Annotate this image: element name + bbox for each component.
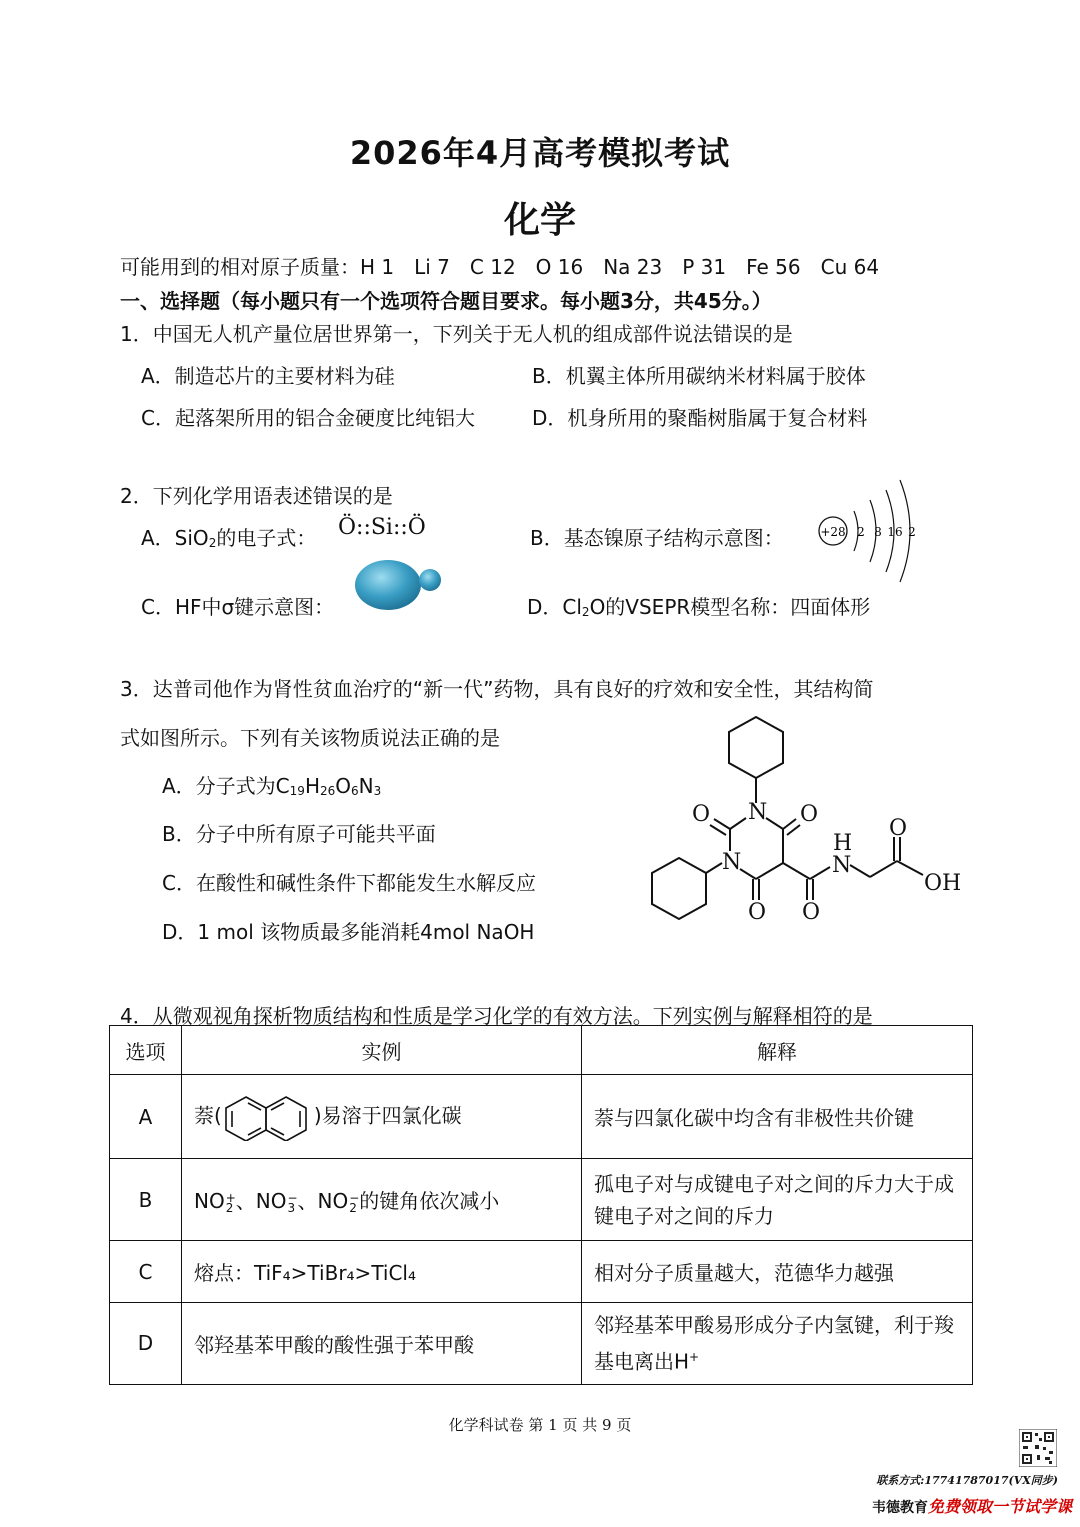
q2-a-label: A．SiO bbox=[141, 526, 209, 550]
bond-c5-amide bbox=[783, 863, 810, 879]
q4-stem: 4．从微观视角探析物质结构和性质是学习化学的有效方法。下列实例与解释相符的是 bbox=[120, 1004, 873, 1028]
row-a-explanation: 萘与四氯化碳中均含有非极性共价键 bbox=[582, 1075, 973, 1159]
atom-o-c6: O bbox=[800, 802, 819, 827]
q2-d-label: D．Cl bbox=[527, 595, 582, 619]
q2-stem: 2．下列化学用语表述错误的是 bbox=[120, 484, 393, 508]
row-b-explanation: 孤电子对与成键电子对之间的斥力大于成键电子对之间的斥力 bbox=[582, 1159, 973, 1241]
no2-plus: NO bbox=[194, 1189, 225, 1213]
atom-oh: OH bbox=[924, 871, 962, 896]
atom-o-c2: O bbox=[692, 802, 711, 827]
q1-option-b: B．机翼主体所用碳纳米材料属于胶体 bbox=[532, 364, 866, 388]
q3-a-label: A．分子式为C bbox=[162, 774, 290, 798]
row-d-option: D bbox=[110, 1303, 182, 1385]
qr-code-icon bbox=[1019, 1429, 1057, 1467]
table-row bbox=[110, 1075, 973, 1159]
c6-carbonyl-a bbox=[783, 819, 796, 829]
q1-option-c: C．起落架所用的铝合金硬度比纯铝大 bbox=[141, 406, 475, 430]
nickel-atom-structure-diagram bbox=[812, 478, 922, 588]
atom-o-c4: O bbox=[748, 900, 767, 925]
q2-option-b: B．基态镍原子结构示意图： bbox=[530, 526, 784, 550]
q3-a-c-count: 19 bbox=[289, 784, 305, 798]
q3-a-n-count: 3 bbox=[373, 784, 382, 798]
q2-a-sub: 2 bbox=[208, 536, 217, 550]
no2-minus-sub: 2 bbox=[349, 1200, 357, 1215]
promo-text: 免费领取一节试学课 bbox=[927, 1497, 1072, 1516]
c6-carbonyl-b bbox=[787, 825, 800, 835]
q1-option-d: D．机身所用的聚酯树脂属于复合材料 bbox=[532, 406, 868, 430]
q1-option-a: A．制造芯片的主要材料为硅 bbox=[141, 364, 395, 388]
bond-nh-ch2 bbox=[850, 865, 870, 877]
sep-2: 、 bbox=[297, 1189, 318, 1213]
q1-stem: 1．中国无人机产量位居世界第一，下列关于无人机的组成部件说法错误的是 bbox=[120, 322, 793, 346]
table-header-row bbox=[110, 1026, 973, 1075]
table-row bbox=[110, 1241, 973, 1303]
q2-option-d bbox=[527, 591, 870, 620]
top-cyclohexane-ring bbox=[729, 717, 783, 778]
large-lobe bbox=[355, 560, 421, 610]
atom-o-amide: O bbox=[802, 900, 821, 925]
q3-option-c: C．在酸性和碱性条件下都能发生水解反应 bbox=[162, 871, 536, 895]
no2-plus-sup: + bbox=[225, 1190, 236, 1205]
no2-plus-charges bbox=[225, 1190, 236, 1215]
no3-minus-sup: − bbox=[287, 1190, 298, 1205]
row-b-option: B bbox=[110, 1159, 182, 1241]
no2-plus-sub: 2 bbox=[225, 1200, 234, 1215]
q3-a-h-count: 26 bbox=[319, 784, 336, 798]
bond-n1-c6 bbox=[766, 818, 783, 829]
atom-o-acid: O bbox=[889, 816, 908, 841]
exam-title: 2026年4月高考模拟考试 bbox=[349, 134, 731, 172]
row-d-exp-pre: 邻羟基苯甲酸易形成分子内氢键，利于羧基电离出H bbox=[594, 1313, 954, 1374]
row-d-exp-sup: + bbox=[689, 1350, 700, 1364]
header-example: 实例 bbox=[182, 1026, 582, 1075]
row-a-ex-post: )易溶于四氯化碳 bbox=[313, 1103, 462, 1127]
row-d-example: 邻羟基苯甲酸的酸性强于苯甲酸 bbox=[182, 1303, 582, 1385]
row-b-ex-post: 的键角依次减小 bbox=[359, 1189, 500, 1213]
bond-c5-c4 bbox=[756, 863, 783, 879]
shell-3-count: 16 bbox=[887, 525, 903, 539]
page-footer: 化学科试卷 第 1 页 共 9 页 bbox=[448, 1416, 632, 1434]
promo-brand: 韦德教育 bbox=[871, 1500, 928, 1516]
atom-n1: N bbox=[748, 800, 768, 825]
q2-option-a bbox=[141, 522, 316, 551]
q2-d-sub: 2 bbox=[581, 605, 590, 619]
promo-banner bbox=[872, 1494, 1072, 1517]
row-d-explanation bbox=[582, 1303, 973, 1385]
row-a-ex-pre: 萘( bbox=[194, 1103, 222, 1127]
atomic-masses: 可能用到的相对原子质量：H 1 Li 7 C 12 O 16 Na 23 P 31 Fe 56 Cu 64 bbox=[120, 255, 880, 279]
table-row bbox=[110, 1303, 973, 1385]
atom-n3: N bbox=[722, 850, 742, 875]
no3-minus: NO bbox=[255, 1189, 287, 1213]
no2-minus: NO bbox=[317, 1189, 349, 1213]
contact-info: 联系方式:17741787017(VX同步) bbox=[876, 1474, 1058, 1487]
shell-1-count: 2 bbox=[857, 525, 865, 539]
header-option: 选项 bbox=[110, 1026, 182, 1075]
table-row bbox=[110, 1159, 973, 1241]
q3-stem-line1: 3．达普司他作为肾性贫血治疗的“新一代”药物，具有良好的疗效和安全性，其结构简 bbox=[120, 677, 874, 701]
left-cyclohexane-ring bbox=[652, 858, 706, 919]
c2-carbonyl-b bbox=[710, 825, 726, 835]
shell-4-count: 2 bbox=[908, 525, 916, 539]
no2-minus-charges bbox=[349, 1190, 360, 1215]
bond-amide-nh bbox=[810, 867, 830, 879]
q2-a-rest: 的电子式： bbox=[216, 526, 317, 550]
daprodustat-structure bbox=[630, 705, 970, 930]
row-c-option: C bbox=[110, 1241, 182, 1303]
q4-table bbox=[109, 1025, 973, 1385]
bond-c4-n3 bbox=[740, 869, 756, 879]
bond-c-oh bbox=[897, 861, 923, 875]
row-b-example bbox=[182, 1159, 582, 1241]
no2-minus-sup: − bbox=[349, 1190, 360, 1205]
bond-ch2-cooh bbox=[870, 861, 897, 877]
row-c-explanation: 相对分子质量越大，范德华力越强 bbox=[582, 1241, 973, 1303]
sep-1: 、 bbox=[235, 1189, 256, 1213]
q3-option-b: B．分子中所有原子可能共平面 bbox=[162, 822, 436, 846]
row-a-option: A bbox=[110, 1075, 182, 1159]
shell-2-count: 8 bbox=[874, 525, 882, 539]
c2-carbonyl-a bbox=[714, 819, 730, 829]
q3-option-d: D．1 mol 该物质最多能消耗4mol NaOH bbox=[162, 920, 535, 944]
no3-minus-sub: 3 bbox=[287, 1200, 296, 1215]
q3-a-o-count: 6 bbox=[351, 784, 359, 798]
q3-stem-line2: 式如图所示。下列有关该物质说法正确的是 bbox=[120, 726, 500, 750]
header-explanation: 解释 bbox=[582, 1026, 973, 1075]
atom-nh-n: N bbox=[832, 853, 852, 878]
atom-nh-h: H bbox=[833, 831, 853, 856]
hf-sigma-bond-orbital bbox=[352, 555, 444, 615]
q2-d-rest: O的VSEPR模型名称：四面体形 bbox=[589, 595, 871, 619]
row-a-example bbox=[182, 1075, 582, 1159]
no3-minus-charges bbox=[287, 1190, 298, 1215]
nucleus-charge: +28 bbox=[820, 525, 846, 539]
subject-title: 化学 bbox=[503, 200, 576, 241]
small-lobe bbox=[419, 569, 441, 591]
naphthalene-structure bbox=[222, 1093, 314, 1141]
sio2-electron-formula: Ö::Si::Ö bbox=[338, 515, 426, 540]
q2-option-c: C．HF中σ键示意图： bbox=[141, 595, 335, 619]
q3-option-a: A．分子式为$C_{19}H_{26}O_6N_3$ bbox=[162, 774, 382, 798]
bond-n1-c2 bbox=[730, 818, 746, 829]
section-heading: 一、选择题（每小题只有一个选项符合题目要求。每小题3分，共45分。） bbox=[120, 289, 772, 313]
row-c-example: 熔点：TiF₄>TiBr₄>TiCl₄ bbox=[182, 1241, 582, 1303]
bond-n3-ring bbox=[706, 863, 722, 873]
